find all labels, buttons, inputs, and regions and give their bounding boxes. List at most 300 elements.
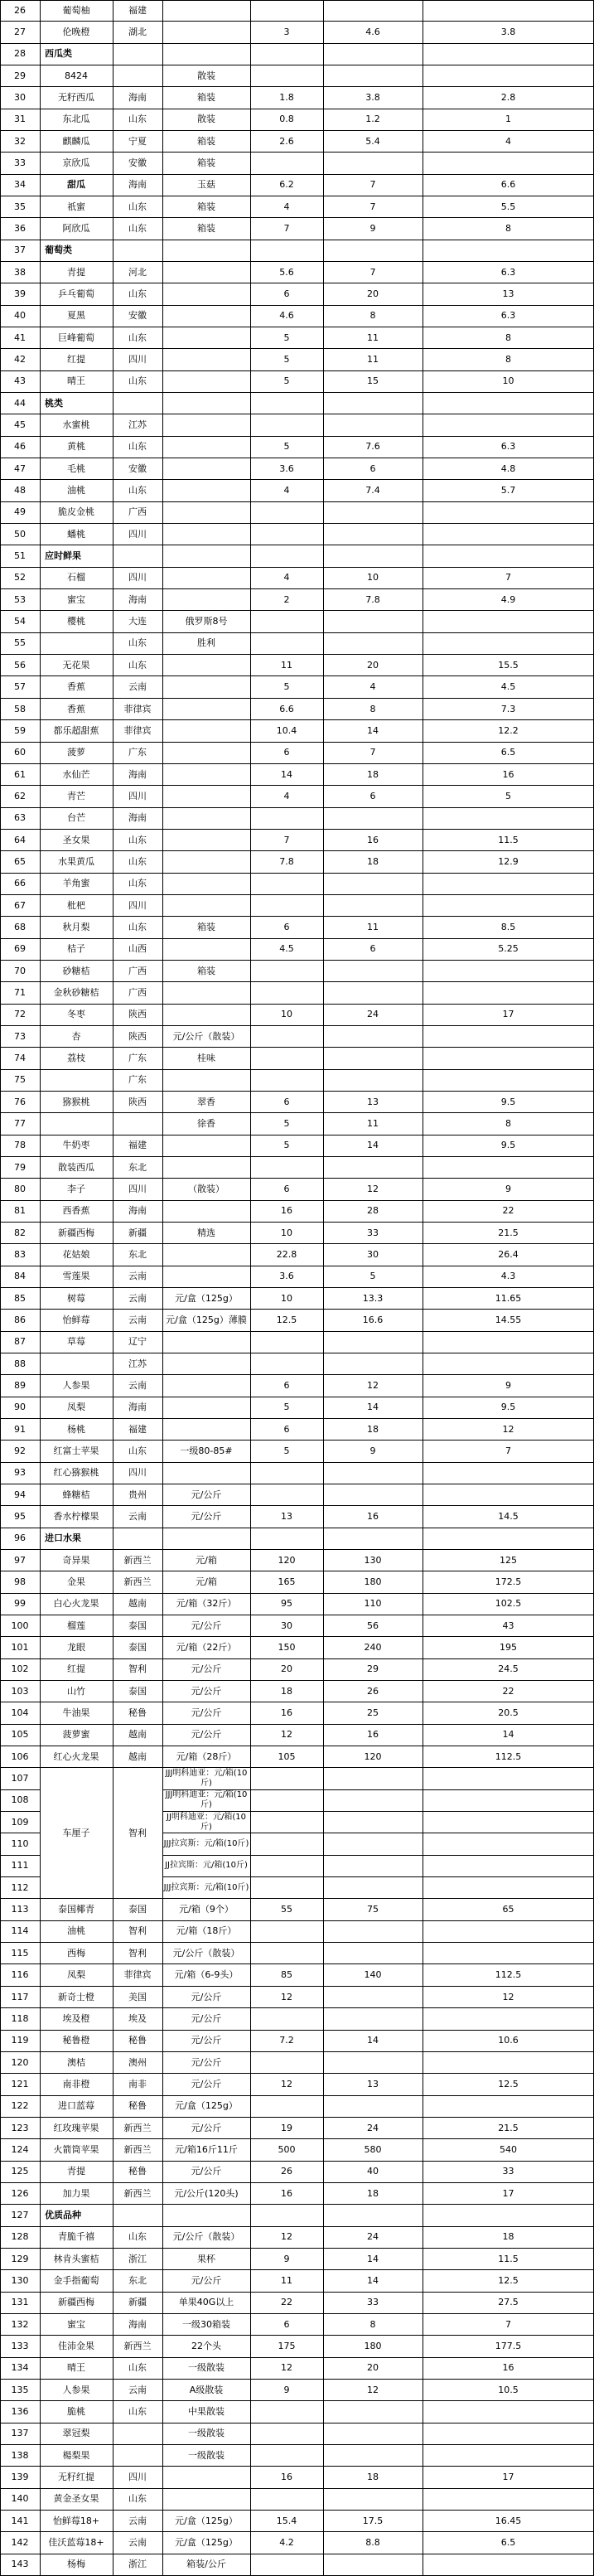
cell-idx: 43 [14, 375, 26, 387]
table-row [0, 1506, 594, 1528]
table-row [0, 611, 594, 632]
cell-v2 [323, 393, 423, 414]
cell-origin: 泰国 [128, 1904, 147, 1915]
cell-idx: 86 [14, 1314, 26, 1325]
cell-spec [162, 414, 250, 435]
cell-idx: 92 [14, 1445, 26, 1457]
cell-name: 凤梨 [67, 1402, 85, 1413]
cell-v3: 12.9 [498, 855, 519, 867]
cell-spec: 元/盒（125g） [175, 2536, 238, 2548]
cell-v2 [323, 414, 423, 435]
cell-idx: 99 [14, 1598, 26, 1610]
cell-v1 [250, 1463, 323, 1484]
cell-idx: 131 [11, 2297, 29, 2308]
cell-v2 [323, 1484, 423, 1505]
cell-idx: 139 [11, 2471, 29, 2482]
cell-v2: 1.2 [365, 114, 380, 125]
cell-v2: 18 [367, 1423, 379, 1435]
cell-origin: 澳州 [128, 2056, 147, 2068]
cell-v2: 120 [364, 1750, 382, 1762]
cell-origin: 新西兰 [123, 2340, 152, 2351]
cell-origin: 山东 [128, 659, 147, 671]
cell-idx: 35 [14, 201, 26, 212]
cell-spec: 元/盒（125g） [175, 1292, 238, 1304]
cell-name: 菠萝蜜 [62, 1729, 90, 1741]
cell-v2: 11 [367, 354, 379, 366]
cell-origin: 云南 [128, 2384, 147, 2395]
grid-line [323, 0, 324, 2576]
table-row [0, 1310, 594, 1331]
cell-idx: 98 [14, 1576, 26, 1588]
cell-idx: 81 [14, 1205, 26, 1217]
cell-name: 荔枝 [67, 1052, 85, 1063]
table-row [0, 87, 594, 109]
cell-v1: 10 [281, 1227, 292, 1238]
table-row [0, 1026, 594, 1048]
cell-v1: 22.8 [276, 1248, 297, 1260]
cell-v2 [323, 44, 423, 65]
cell-v1: 13 [281, 1511, 292, 1523]
cell-v1 [250, 1484, 323, 1505]
cherry-spec: JJ拉宾斯：元/箱(10斤) [162, 1856, 250, 1877]
cell-origin: 陕西 [128, 1030, 147, 1042]
cell-idx: 110 [11, 1838, 29, 1850]
table-row [0, 1441, 594, 1462]
cell-origin: 海南 [128, 2318, 147, 2330]
cell-v1: 26 [281, 2166, 292, 2177]
cell-origin: 山东 [128, 921, 147, 932]
cell-v3 [423, 1790, 594, 1811]
cell-idx: 141 [11, 2515, 29, 2526]
cell-spec [162, 764, 250, 785]
cell-idx: 47 [14, 462, 26, 474]
cell-origin: 云南 [128, 1314, 147, 1325]
cell-origin: 山东 [128, 637, 147, 649]
cell-v1: 10 [281, 1009, 292, 1020]
table-row [0, 1048, 594, 1069]
cell-spec [162, 240, 250, 261]
cell-spec [162, 44, 250, 65]
cell-v1 [250, 2401, 323, 2422]
cell-v3: 10.6 [498, 2035, 519, 2046]
cell-origin: 山东 [128, 223, 147, 235]
cell-spec [162, 568, 250, 588]
cell-name: 青脆千禧 [58, 2231, 94, 2243]
cell-v3: 4.5 [500, 681, 516, 693]
cell-v1 [250, 874, 323, 894]
cell-origin: 江苏 [128, 1358, 147, 1369]
cell-v2 [323, 240, 423, 261]
cell-v2: 10 [367, 572, 379, 583]
cell-v1 [250, 44, 323, 65]
cell-v2: 24 [367, 1009, 379, 1020]
cell-v3: 21.5 [498, 1227, 519, 1238]
cell-spec [162, 262, 250, 283]
cell-name: 进口水果 [45, 1533, 81, 1544]
cell-v1 [250, 633, 323, 654]
cell-name: 乒乓葡萄 [58, 288, 94, 300]
cell-v2 [323, 1026, 423, 1047]
cell-v3: 9.5 [500, 1140, 516, 1151]
cell-origin [113, 545, 162, 566]
table-row [0, 743, 594, 764]
cell-v1: 12 [281, 2231, 292, 2243]
cell-v3 [423, 44, 594, 65]
cell-spec: 箱装 [197, 921, 215, 932]
cell-v2: 6 [369, 790, 376, 801]
table-row [0, 655, 594, 676]
cell-spec: 元/公斤（散装） [172, 2231, 240, 2243]
cell-origin: 越南 [128, 1729, 147, 1741]
cell-v3: 14 [502, 1729, 514, 1741]
cell-spec [162, 720, 250, 741]
table-row [0, 458, 594, 480]
table-row [0, 502, 594, 524]
cell-name: 祇蜜 [67, 201, 85, 212]
cell-origin: 云南 [128, 681, 147, 693]
cell-v1: 6 [283, 1096, 290, 1107]
cell-spec [162, 393, 250, 414]
cell-v3: 4.9 [500, 593, 516, 605]
table-row [0, 830, 594, 851]
cherry-spec: JJ明科迪亚：元/箱(10斤) [162, 1812, 250, 1833]
cell-origin: 四川 [128, 1183, 147, 1194]
cell-name [40, 1353, 113, 1374]
cell-idx: 137 [11, 2428, 29, 2439]
cell-v1 [250, 1157, 323, 1178]
cell-v1: 15.4 [276, 2515, 297, 2526]
cell-name: 菠萝 [67, 747, 85, 758]
cell-spec: 元/公斤 [191, 2078, 222, 2089]
cell-v1 [250, 1, 323, 21]
cell-spec: 元/盒（125g） [175, 2515, 238, 2526]
cell-origin: 山东 [128, 1445, 147, 1457]
table-row [0, 2401, 594, 2423]
table-row [0, 2118, 594, 2139]
cell-spec: 箱装 [197, 201, 215, 212]
cell-v1: 6.2 [279, 179, 294, 191]
cell-v3 [423, 982, 594, 1003]
cell-idx: 136 [11, 2405, 29, 2417]
cell-idx: 68 [14, 921, 26, 932]
cell-name: 新疆西梅 [58, 1227, 94, 1238]
cell-origin: 新疆 [128, 1227, 147, 1238]
cell-name: 羊角蜜 [62, 878, 90, 889]
table-row [0, 917, 594, 938]
cell-v1 [250, 1528, 323, 1549]
cell-idx: 119 [11, 2035, 29, 2046]
table-row [0, 1615, 594, 1637]
cell-v3: 9.5 [500, 1096, 516, 1107]
cell-v3: 1 [505, 114, 511, 125]
cell-v2: 11 [367, 1117, 379, 1129]
cell-idx: 61 [14, 768, 26, 780]
cell-spec [162, 1397, 250, 1418]
cell-idx: 104 [11, 1707, 29, 1719]
cell-idx: 36 [14, 223, 26, 235]
cell-idx: 118 [11, 2012, 29, 2024]
cell-origin: 山东 [128, 2493, 147, 2505]
cell-origin: 山东 [128, 288, 147, 300]
cell-v2: 3.8 [365, 92, 380, 103]
cell-v3: 22 [502, 1685, 514, 1697]
table-row [0, 895, 594, 917]
cell-origin: 四川 [128, 528, 147, 540]
table-row [0, 677, 594, 699]
cell-v3 [423, 1026, 594, 1047]
cell-v3 [423, 1353, 594, 1374]
cell-idx: 100 [11, 1620, 29, 1631]
table-row [0, 524, 594, 545]
cell-v3 [423, 895, 594, 916]
cell-v1 [250, 1921, 323, 1942]
cell-v2 [323, 1048, 423, 1068]
cell-name: 都乐超甜蕉 [53, 724, 99, 736]
cell-v2: 7 [369, 201, 376, 212]
cell-v1: 7.2 [279, 2035, 294, 2046]
cell-origin: 山东 [128, 114, 147, 125]
cell-v2: 110 [364, 1598, 382, 1610]
cell-origin: 海南 [128, 1402, 147, 1413]
cell-spec [162, 1419, 250, 1440]
cell-name: 怡鲜莓18+ [52, 2515, 100, 2526]
cell-idx: 101 [11, 1642, 29, 1654]
cell-name: 青提 [67, 2166, 85, 2177]
cell-v2 [323, 2052, 423, 2073]
cell-v1 [250, 611, 323, 632]
cell-v2: 8.8 [365, 2536, 380, 2548]
cell-v1: 30 [281, 1620, 292, 1631]
cell-name: 香蕉 [67, 703, 85, 714]
cell-spec: 元/盒（125g）薄膜 [166, 1314, 247, 1325]
cell-spec: 元/公斤 [191, 2056, 222, 2068]
cell-v1: 5 [283, 681, 290, 693]
cell-origin: 智利 [128, 1925, 147, 1937]
cell-name: 水仙芒 [62, 768, 90, 780]
cell-v1: 85 [281, 1969, 292, 1981]
cell-origin: 湖北 [128, 26, 147, 37]
cell-idx: 128 [11, 2231, 29, 2243]
table-row [0, 1681, 594, 1702]
cell-spec: 翠香 [197, 1096, 215, 1107]
cell-spec [162, 1135, 250, 1156]
cell-v3 [423, 2489, 594, 2510]
table-row [0, 1594, 594, 1615]
cell-name: 楊梨果 [62, 2449, 90, 2461]
cell-spec: 元/箱 [196, 1576, 217, 1588]
cell-name: 晴王 [67, 2362, 85, 2374]
cell-v3 [423, 393, 594, 414]
cell-name: 泰国椰青 [58, 1904, 94, 1915]
cell-name: 葡萄类 [45, 245, 72, 256]
cell-origin [113, 393, 162, 414]
cell-v1 [250, 1768, 323, 1789]
cell-v2 [323, 1332, 423, 1353]
table-row [0, 2270, 594, 2292]
cell-spec [162, 1070, 250, 1091]
cell-origin: 秘鲁 [128, 1707, 147, 1719]
cell-v3: 5.5 [500, 201, 516, 212]
cell-v1 [250, 1353, 323, 1374]
cell-spec [162, 655, 250, 675]
cell-v1 [250, 414, 323, 435]
cell-idx: 40 [14, 310, 26, 322]
cell-spec: 箱装 [197, 223, 215, 235]
cell-name: 樱桃 [67, 616, 85, 627]
cell-name: 人参果 [62, 1380, 90, 1391]
cell-spec [162, 786, 250, 806]
cell-v1: 18 [281, 1685, 292, 1697]
cell-v3: 22 [502, 1205, 514, 1217]
cell-origin: 菲律宾 [123, 1969, 152, 1981]
cell-name: 麒麟瓜 [62, 135, 90, 147]
cell-origin: 东北 [128, 1161, 147, 1173]
cell-v1: 3.6 [279, 462, 294, 474]
cell-v2 [323, 2401, 423, 2422]
table-row [0, 1921, 594, 1943]
cell-name: 杏 [71, 1030, 81, 1042]
cell-spec: 元/箱（6-9头） [174, 1969, 239, 1981]
table-row [0, 1899, 594, 1920]
table-row [0, 851, 594, 873]
cell-origin: 新西兰 [123, 2122, 152, 2133]
cell-idx: 39 [14, 288, 26, 300]
cell-name: 牛油果 [62, 1707, 90, 1719]
cell-v3 [423, 1768, 594, 1789]
cell-v1: 5 [283, 441, 290, 453]
table-row [0, 1550, 594, 1571]
cell-origin: 山东 [128, 2405, 147, 2417]
cell-v2: 24 [367, 2231, 379, 2243]
cell-origin: 山东 [128, 834, 147, 845]
cell-idx: 115 [11, 1947, 29, 1959]
cell-name: 台芒 [67, 812, 85, 824]
cell-v2: 12 [367, 1183, 379, 1194]
cell-v1: 4.5 [279, 943, 294, 955]
cell-v2 [323, 1987, 423, 2007]
cell-name: 雪莲果 [62, 1271, 90, 1282]
cell-idx: 123 [11, 2122, 29, 2133]
cell-spec [162, 874, 250, 894]
cell-v3: 11.5 [498, 2253, 519, 2264]
cell-v2: 7 [369, 747, 376, 758]
cell-name: 蟠桃 [67, 528, 85, 540]
cell-v3: 33 [502, 2166, 514, 2177]
table-row [0, 153, 594, 174]
table-row [0, 2336, 594, 2357]
cell-v3: 7 [505, 572, 511, 583]
cell-idx: 41 [14, 332, 26, 343]
cell-origin [113, 2205, 162, 2225]
table-row [0, 1332, 594, 1353]
table-row [0, 196, 594, 218]
cell-v1: 165 [278, 1576, 296, 1588]
table-row [0, 874, 594, 895]
cell-v3 [423, 2401, 594, 2422]
cell-v2: 14 [367, 1140, 379, 1151]
cell-v3: 6.3 [500, 310, 516, 322]
cell-spec: 元/公斤 [191, 1663, 222, 1675]
cell-v1 [250, 1070, 323, 1091]
table-row [0, 1288, 594, 1310]
table-row [0, 939, 594, 961]
cell-spec [162, 22, 250, 42]
cell-v1: 10.4 [276, 724, 297, 736]
cell-v3: 14.5 [498, 1511, 519, 1523]
cell-name: 优质品种 [45, 2209, 81, 2220]
cell-v3: 177.5 [495, 2340, 522, 2351]
cell-v1: 2.6 [279, 135, 294, 147]
cell-v2: 140 [364, 1969, 382, 1981]
cell-origin: 浙江 [128, 2253, 147, 2264]
cell-name: 散装西瓜 [58, 1161, 94, 1173]
cell-v1 [250, 2052, 323, 2073]
cell-spec: 散装 [197, 114, 215, 125]
cell-v1 [250, 2096, 323, 2117]
cell-v1: 16 [281, 1205, 292, 1217]
cell-v1 [250, 545, 323, 566]
cell-name: 红玫瑰苹果 [53, 2122, 99, 2133]
cell-v2: 6 [369, 462, 376, 474]
cell-v2 [323, 1157, 423, 1178]
grid-line [162, 0, 163, 2576]
cell-spec [162, 437, 250, 458]
cell-idx: 56 [14, 659, 26, 671]
cell-v1: 6 [283, 1423, 290, 1435]
table-row [0, 327, 594, 349]
cell-origin: 云南 [128, 1511, 147, 1523]
cell-name: 黄桃 [67, 441, 85, 453]
cell-spec [162, 1244, 250, 1265]
cell-spec: 精选 [197, 1227, 215, 1238]
cell-spec [162, 2205, 250, 2225]
cell-idx: 94 [14, 1489, 26, 1500]
cell-name: 应时鲜果 [45, 550, 81, 562]
cell-idx: 67 [14, 899, 26, 911]
cell-v3: 12 [502, 1423, 514, 1435]
cell-origin: 四川 [128, 354, 147, 366]
cell-name: 人参果 [62, 2384, 90, 2395]
cell-spec [162, 830, 250, 850]
table-row [0, 1528, 594, 1550]
cell-spec [162, 1005, 250, 1025]
cell-origin: 云南 [128, 2515, 147, 2526]
cell-v1: 7.8 [279, 855, 294, 867]
cell-idx: 80 [14, 1183, 26, 1194]
cell-origin: 四川 [128, 1467, 147, 1479]
table-row [0, 2511, 594, 2532]
cell-idx: 83 [14, 1248, 26, 1260]
cell-name: 蜂糖桔 [62, 1489, 90, 1500]
cell-v1 [250, 808, 323, 829]
table-row [0, 1702, 594, 1724]
cell-v3 [423, 2052, 594, 2073]
cell-v1: 12.5 [276, 1314, 297, 1325]
cell-idx: 51 [14, 550, 26, 562]
table-row [0, 1375, 594, 1397]
cell-v1 [250, 502, 323, 523]
cell-v3 [423, 1463, 594, 1484]
cell-v1: 4.2 [279, 2536, 294, 2548]
cell-v3 [423, 808, 594, 829]
cell-name: 金果 [67, 1576, 85, 1588]
cell-v3: 18 [502, 2231, 514, 2243]
cell-v3: 16 [502, 2362, 514, 2374]
table-row [0, 699, 594, 720]
cell-origin: 智利 [128, 1663, 147, 1675]
cell-name: 脆桃 [67, 2405, 85, 2417]
cell-v2: 26 [367, 1685, 379, 1697]
